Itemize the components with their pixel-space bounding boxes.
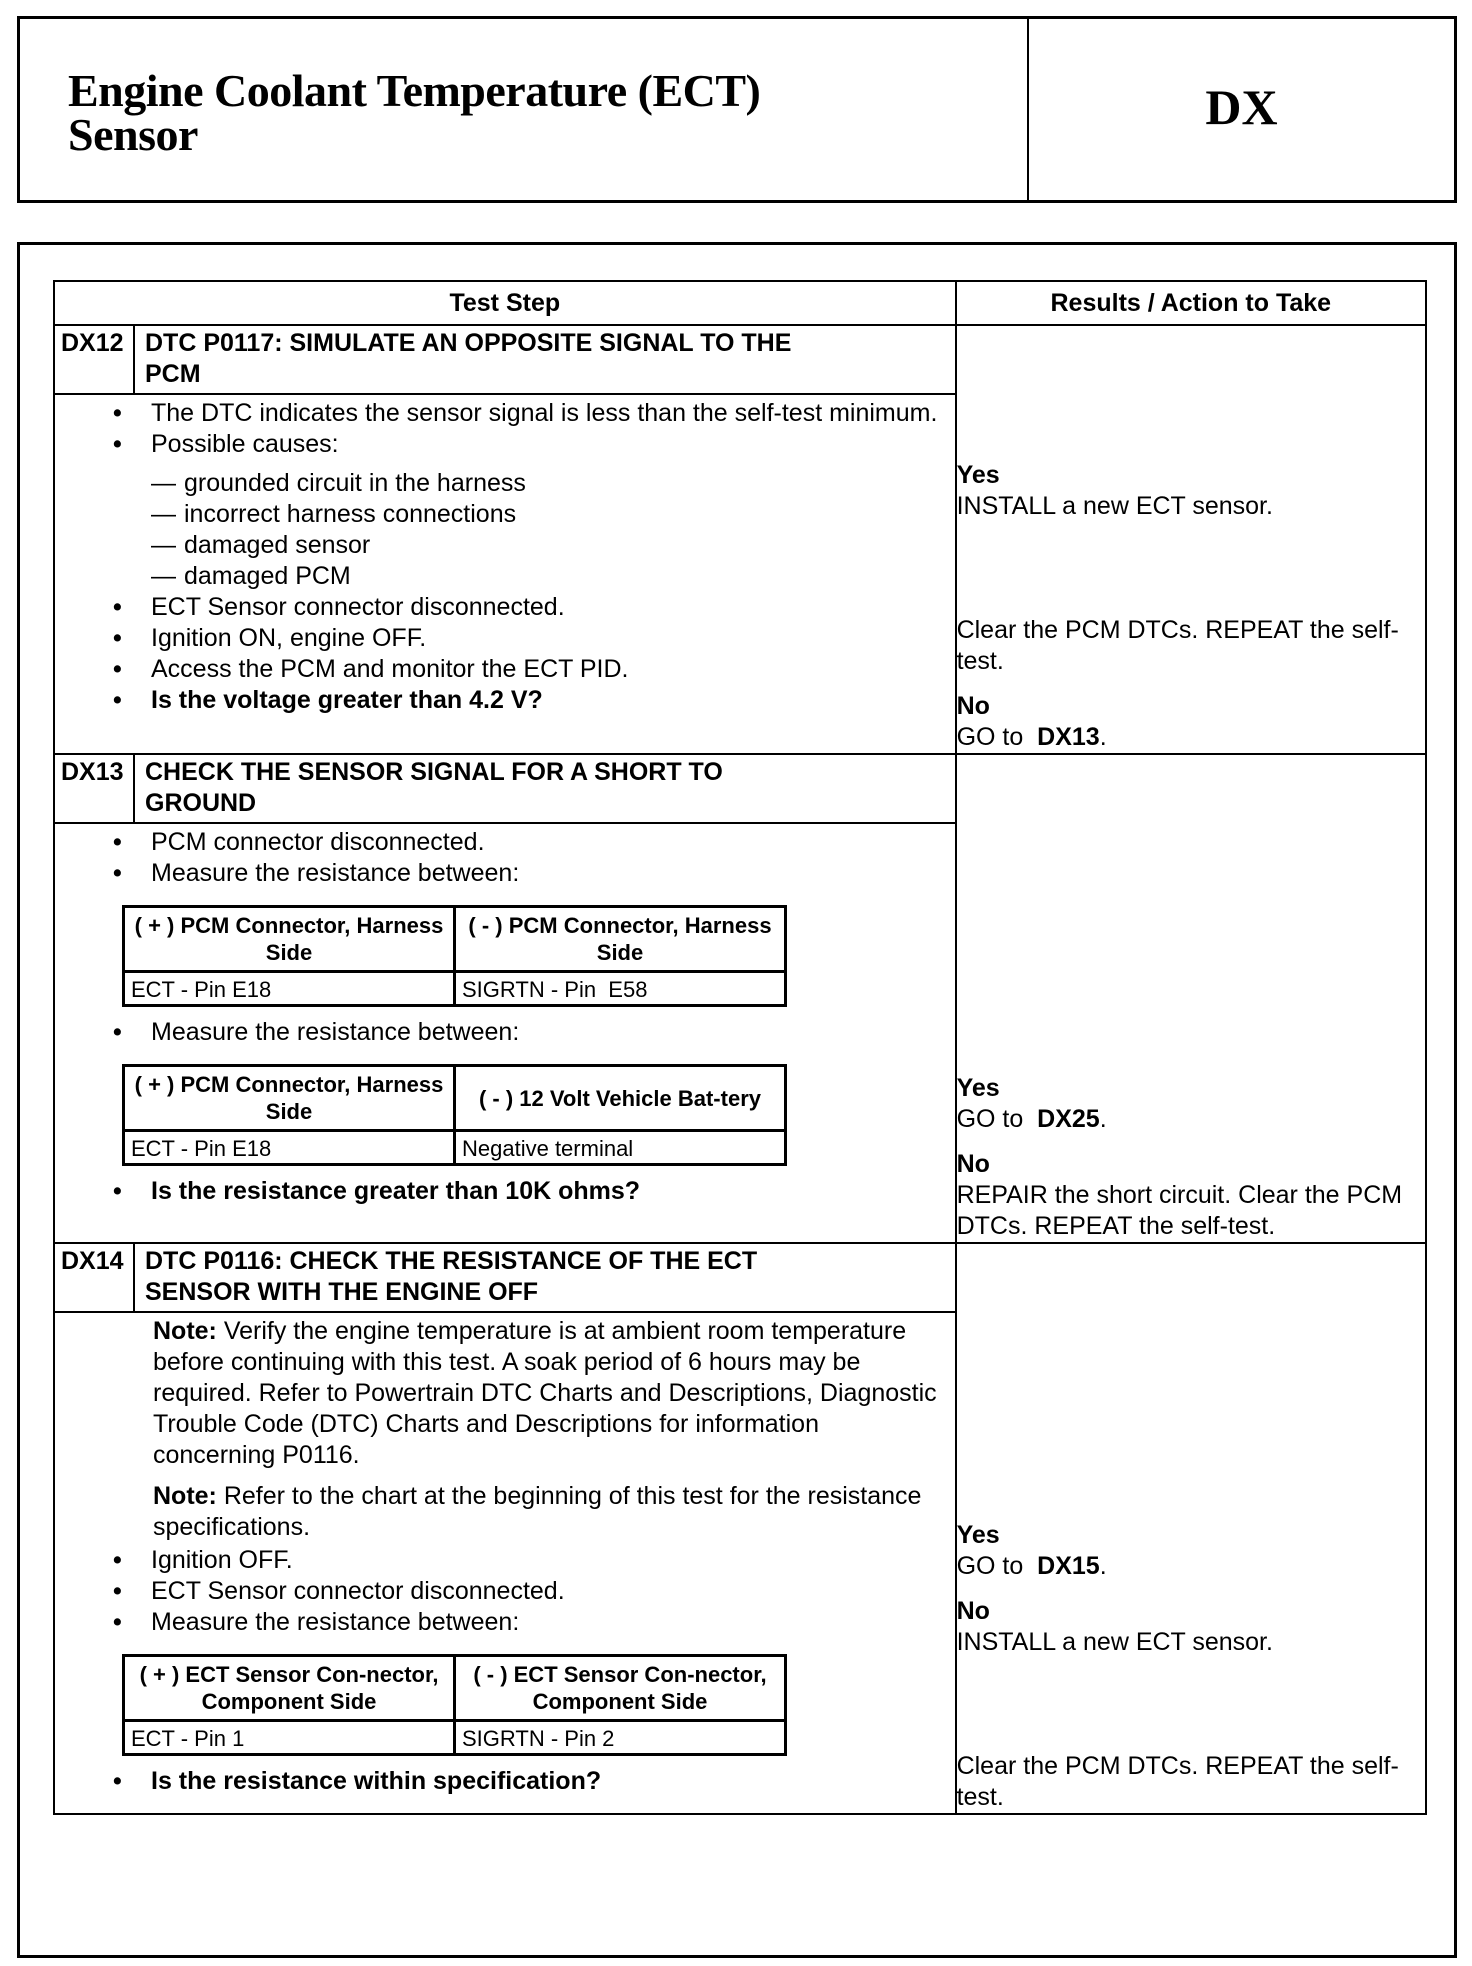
list-item-text: Ignition OFF. — [151, 1546, 293, 1574]
note-text: Verify the engine temperature is at ambient room temperature before continuing with this test. A soak period of 6 hours may be required. Refer to Powertrain DTC Charts and Descriptions, Diagnostic Trouble Code (DTC) Charts and Descriptions for information concerning P0116. — [153, 1317, 937, 1469]
list-item-text: ECT Sensor connector disconnected. — [151, 1577, 565, 1605]
goto-text: GO to — [956, 1552, 1024, 1580]
list-item-text: Access the PCM and monitor the ECT PID. — [151, 655, 629, 683]
step-id: DX12 — [55, 326, 135, 393]
result-no-action — [957, 722, 1425, 753]
dash-icon: — — [151, 469, 176, 497]
bullet-list — [107, 1017, 945, 1048]
measurement-header-negative: ( - ) 12 Volt Vehicle Bat-tery — [455, 1066, 786, 1131]
dash-icon: — — [151, 531, 176, 559]
punctuation: . — [1099, 723, 1107, 751]
list-item-text: Measure the resistance between: — [151, 1608, 520, 1636]
result-no-action: REPAIR the short circuit. Clear the PCM DTCs. REPEAT the self-test. — [956, 1181, 1403, 1240]
bullet-icon: • — [113, 1608, 122, 1636]
step-heading — [55, 326, 955, 395]
bullet-icon: • — [113, 593, 122, 621]
step-title — [135, 326, 955, 393]
measurement-row — [124, 1721, 786, 1755]
bullet-icon: • — [113, 859, 122, 887]
list-item — [107, 827, 945, 858]
goto-step-link[interactable]: DX25 — [1037, 1105, 1100, 1133]
step-heading — [55, 755, 955, 824]
question-text: Is the voltage greater than 4.2 V? — [151, 686, 543, 714]
bullet-icon: • — [113, 1018, 122, 1046]
step-question — [107, 1766, 945, 1797]
question-text: Is the resistance greater than 10K ohms? — [151, 1177, 641, 1205]
list-item-text: Possible causes: — [151, 430, 339, 458]
page-title — [20, 19, 1029, 200]
measurement-row — [124, 1131, 786, 1165]
bullet-list — [107, 1545, 945, 1638]
list-item — [151, 499, 945, 530]
dash-icon: — — [151, 500, 176, 528]
step-cell — [54, 754, 956, 1243]
result-cell — [956, 1243, 1426, 1814]
step-title-line2: SENSOR WITH THE ENGINE OFF — [145, 1278, 539, 1306]
goto-text: GO to — [956, 1105, 1024, 1133]
step-title-line2: PCM — [145, 360, 201, 388]
list-item — [107, 1545, 945, 1576]
step-question — [107, 685, 945, 716]
note-paragraph — [153, 1481, 945, 1543]
list-item — [151, 468, 945, 499]
dash-icon: — — [151, 562, 176, 590]
list-item — [107, 592, 945, 623]
table-row-dx12 — [54, 325, 1426, 754]
list-item-text: ECT Sensor connector disconnected. — [151, 593, 565, 621]
goto-step-link[interactable]: DX13 — [1037, 723, 1100, 751]
step-body — [55, 1313, 955, 1799]
bullet-icon: • — [113, 399, 122, 427]
table-header-row — [54, 281, 1426, 325]
goto-step-link[interactable]: DX15 — [1037, 1552, 1100, 1580]
bullet-icon: • — [113, 1546, 122, 1574]
test-step-table — [53, 280, 1427, 1815]
measurement-header-positive: ( + ) PCM Connector, Harness Side — [124, 1066, 455, 1131]
list-item-text: grounded circuit in the harness — [184, 469, 526, 497]
step-id: DX14 — [55, 1244, 135, 1311]
bullet-icon: • — [113, 655, 122, 683]
measurement-table — [122, 905, 787, 1007]
step-title-line1: DTC P0116: CHECK THE RESISTANCE OF THE ECT — [145, 1247, 758, 1275]
bullet-list — [107, 827, 945, 889]
page-title-line2: Sensor — [68, 109, 198, 160]
table-row-dx13 — [54, 754, 1426, 1243]
list-item-text: PCM connector disconnected. — [151, 828, 485, 856]
list-item-text: damaged PCM — [184, 562, 351, 590]
list-item — [107, 1607, 945, 1638]
section-code: DX — [1205, 78, 1278, 135]
punctuation: . — [1099, 1105, 1107, 1133]
list-item — [151, 530, 945, 561]
measurement-positive-value: ECT - Pin E18 — [124, 1131, 455, 1165]
list-item — [107, 858, 945, 889]
step-title-line1: CHECK THE SENSOR SIGNAL FOR A SHORT TO — [145, 758, 723, 786]
measurement-negative-value: SIGRTN - Pin 2 — [455, 1721, 786, 1755]
step-title-line1: DTC P0117: SIMULATE AN OPPOSITE SIGNAL TO THE — [145, 329, 792, 357]
list-item — [107, 429, 945, 460]
bullet-icon: • — [113, 828, 122, 856]
result-cell — [956, 754, 1426, 1243]
result-no-label: No — [956, 1150, 990, 1178]
question-text: Is the resistance within specification? — [151, 1767, 602, 1795]
step-body — [55, 395, 955, 718]
punctuation: . — [1099, 1552, 1107, 1580]
measurement-row — [124, 972, 786, 1006]
column-header-results: Results / Action to Take — [956, 281, 1426, 325]
measurement-negative-value: SIGRTN - Pin E58 — [455, 972, 786, 1006]
bullet-icon: • — [113, 1767, 122, 1795]
measurement-negative-value: Negative terminal — [455, 1131, 786, 1165]
result-yes-label: Yes — [956, 461, 1000, 489]
bullet-icon: • — [113, 686, 122, 714]
note-label: Note: — [153, 1482, 217, 1510]
measurement-header-negative: ( - ) ECT Sensor Con-nector, Component Side — [455, 1656, 786, 1721]
column-header-test-step: Test Step — [54, 281, 956, 325]
bullet-icon: • — [113, 430, 122, 458]
result-cell — [956, 325, 1426, 754]
step-title — [135, 1244, 955, 1311]
result-yes-label: Yes — [956, 1074, 1000, 1102]
result-no-action: INSTALL a new ECT sensor. — [956, 1628, 1273, 1656]
result-yes-action: INSTALL a new ECT sensor. — [956, 492, 1273, 520]
bullet-icon: • — [113, 1177, 122, 1205]
measurement-positive-value: ECT - Pin 1 — [124, 1721, 455, 1755]
list-item — [107, 1576, 945, 1607]
goto-text: GO to — [956, 723, 1024, 751]
result-yes-action — [957, 1104, 1425, 1135]
bullet-list — [107, 1176, 945, 1207]
list-item-text: Measure the resistance between: — [151, 1018, 520, 1046]
measurement-header-row — [124, 907, 786, 972]
list-item-text: Measure the resistance between: — [151, 859, 520, 887]
table-row-dx14 — [54, 1243, 1426, 1814]
measurement-header-positive: ( + ) ECT Sensor Con-nector, Component Side — [124, 1656, 455, 1721]
page-header — [17, 16, 1457, 203]
bullet-icon: • — [113, 624, 122, 652]
step-heading — [55, 1244, 955, 1313]
step-id: DX13 — [55, 755, 135, 822]
list-item-text: Ignition ON, engine OFF. — [151, 624, 427, 652]
list-item-text: damaged sensor — [184, 531, 371, 559]
measurement-header-row — [124, 1066, 786, 1131]
result-no-label: No — [956, 692, 990, 720]
measurement-table — [122, 1064, 787, 1166]
list-item — [107, 1017, 945, 1048]
list-item-text: incorrect harness connections — [184, 500, 517, 528]
step-body — [55, 824, 955, 1209]
note-text: Refer to the chart at the beginning of this test for the resistance specifications. — [153, 1482, 922, 1541]
measurement-header-positive: ( + ) PCM Connector, Harness Side — [124, 907, 455, 972]
bullet-icon: • — [113, 1577, 122, 1605]
step-title — [135, 755, 955, 822]
list-item — [107, 654, 945, 685]
list-item — [107, 623, 945, 654]
bullet-list — [107, 398, 945, 460]
measurement-positive-value: ECT - Pin E18 — [124, 972, 455, 1006]
list-item — [107, 398, 945, 429]
list-item-text: The DTC indicates the sensor signal is less than the self-test minimum. — [151, 399, 938, 427]
list-item — [151, 561, 945, 592]
note-paragraph — [153, 1316, 945, 1471]
measurement-header-negative: ( - ) PCM Connector, Harness Side — [455, 907, 786, 972]
result-yes-label: Yes — [956, 1521, 1000, 1549]
cause-list — [151, 468, 945, 592]
step-title-line2: GROUND — [145, 789, 257, 817]
result-no-followup: Clear the PCM DTCs. REPEAT the self-test. — [956, 1752, 1399, 1811]
page-title-line1: Engine Coolant Temperature (ECT) — [68, 65, 761, 116]
measurement-table — [122, 1654, 787, 1756]
step-cell — [54, 1243, 956, 1814]
measurement-header-row — [124, 1656, 786, 1721]
bullet-list — [107, 592, 945, 716]
bullet-list — [107, 1766, 945, 1797]
result-no-label: No — [956, 1597, 990, 1625]
result-yes-followup: Clear the PCM DTCs. REPEAT the self-test. — [956, 616, 1399, 675]
step-cell — [54, 325, 956, 754]
step-question — [107, 1176, 945, 1207]
note-label: Note: — [153, 1317, 217, 1345]
result-yes-action — [957, 1551, 1425, 1582]
